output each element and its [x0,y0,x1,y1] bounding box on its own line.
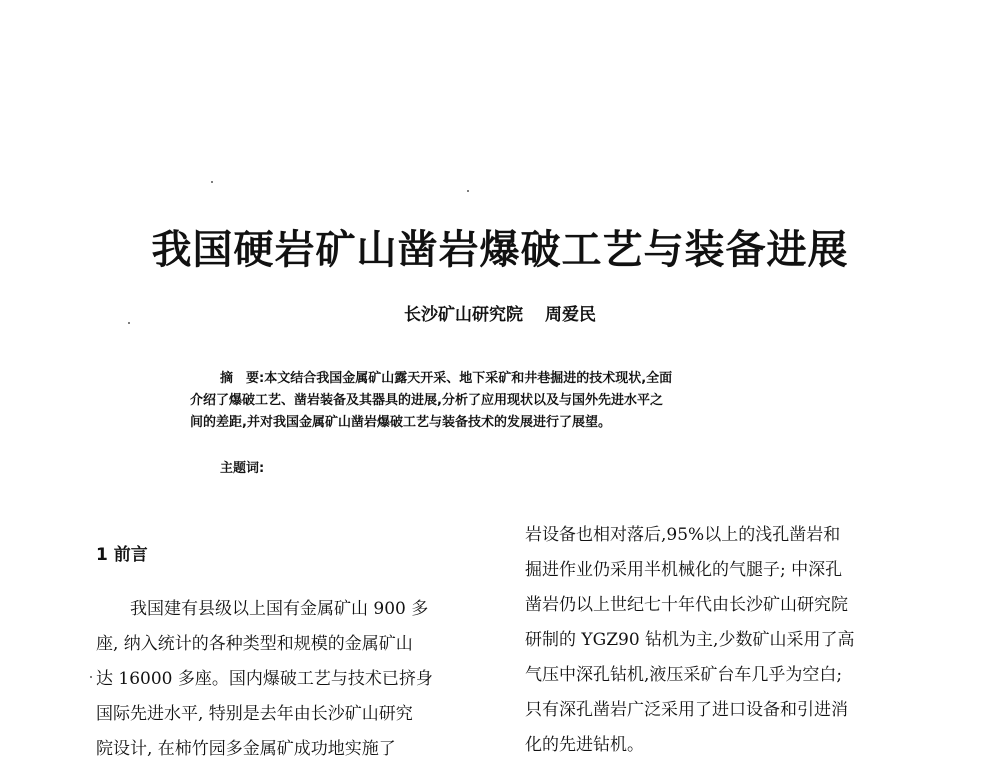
body-line: 化的先进钻机。 [525,735,644,755]
body-line: 国际先进水平, 特别是去年由长沙矿山研究 [96,704,413,724]
author-name: 周爱民 [544,305,596,325]
body-line: 院设计, 在柿竹园多金属矿成功地实施了 [96,739,396,759]
abstract-line: 本文结合我国金属矿山露天开采、地下采矿和井巷掘进的技术现状,全面 [264,371,673,386]
right-column-text [525,518,925,763]
scan-speck [467,190,469,192]
abstract-label: 摘 要: [220,371,265,386]
abstract-line: 间的差距,并对我国金属矿山凿岩爆破工艺与装备技术的发展进行了展望。 [190,415,611,430]
body-line: 气压中深孔钻机,液压采矿台车几乎为空白; [525,665,843,685]
body-line: 达 16000 多座。国内爆破工艺与技术已挤身 [96,669,433,689]
section-heading-introduction: 1 前言 [96,545,148,565]
body-line: 座, 纳入统计的各种类型和规模的金属矿山 [96,634,413,654]
scan-speck [90,676,92,678]
body-line: 凿岩仍以上世纪七十年代由长沙矿山研究院 [525,595,848,615]
left-column-text [96,592,496,767]
body-line: 研制的 YGZ90 钻机为主,少数矿山采用了高 [525,630,855,650]
abstract-line: 介绍了爆破工艺、凿岩装备及其器具的进展,分析了应用现状以及与国外先进水平之 [190,393,663,408]
body-line: 掘进作业仍采用半机械化的气腿子; 中深孔 [525,560,843,580]
body-line: 只有深孔凿岩广泛采用了进口设备和引进消 [525,700,848,720]
byline [0,300,1000,325]
keywords-label: 主题词: [220,461,265,476]
body-line: 岩设备也相对落后,95%以上的浅孔凿岩和 [525,525,841,545]
paper-title: 我国硬岩矿山凿岩爆破工艺与装备进展 [151,226,849,273]
affiliation: 长沙矿山研究院 [404,305,524,325]
abstract [190,368,818,434]
scan-speck [211,181,213,183]
body-line: 我国建有县级以上国有金属矿山 900 多 [96,599,429,619]
